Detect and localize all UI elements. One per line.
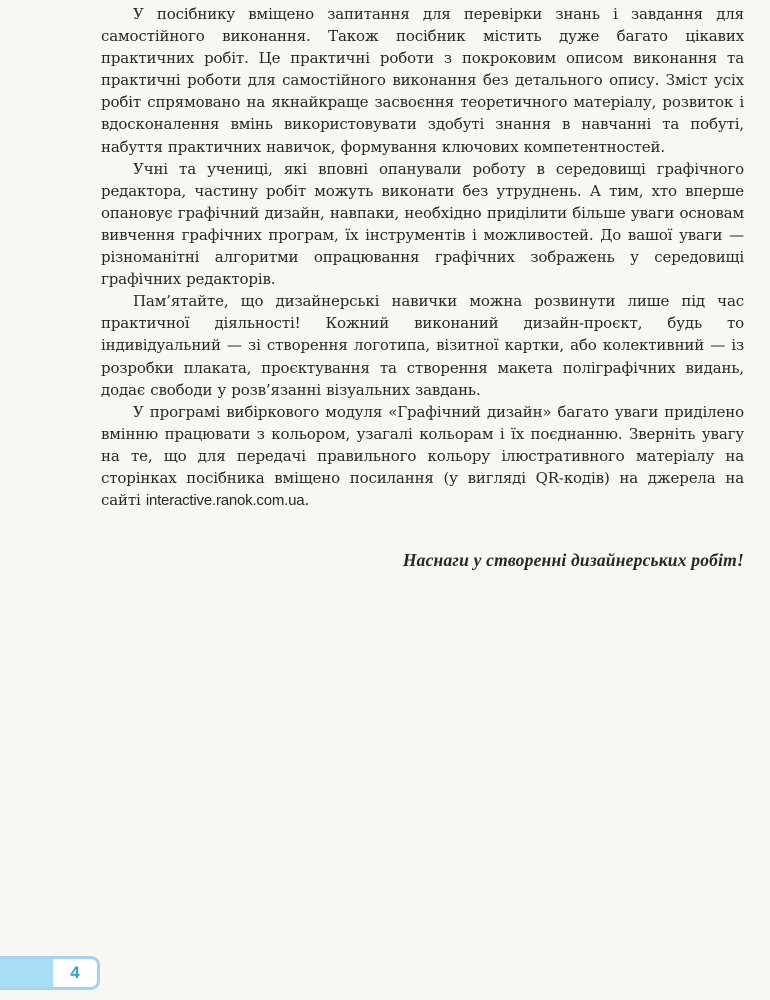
color-paragraph-suffix: . — [304, 491, 310, 510]
closing-wish: Наснаги у створенні дизайнерських робіт! — [402, 550, 744, 570]
page-tab-decoration — [0, 959, 53, 987]
intro-paragraph: У посібнику вміщено запитання для перевірки знань і завдання для самостійного виконання. Також посібник містить дуже багато цікавих практичних робіт. Це практичні роботи з покроковим описом виконання та практичні роботи для самостійного виконання без детального опису. Зміст усіх робіт спрямовано на якнайкраще засвоєння теоретичного матеріалу, розвиток і вдосконалення вмінь використовувати здобуті знання в навчанні та побуті, набуття практичних навичок, формування ключових компетентностей. — [101, 5, 744, 156]
students-paragraph: Учні та учениці, які вповні опанували роботу в середовищі графічного редактора, частину робіт можуть виконати без утруднень. А тим, хто вперше опановує графічний дизайн, навпаки, необхідно приділити більше уваги основам вивчення графічних програм, їх інструментів і можливостей. До вашої уваги — різноманітні алгоритми опрацювання графічних зображень у середовищі графічних редакторів. — [101, 159, 744, 289]
practice-paragraph: Пам’ятайте, що дизайнерські навички можна розвинути лише під час практичної діяльності! Кожний виконаний дизайн-проєкт, будь то індивідуальний — зі створення логотипа, візитної картки, або колективний — із розробки плаката, проєктування та створення макета поліграфічних видань, додає свободи у розв’язанні візуальних завдань. — [101, 292, 744, 399]
color-paragraph-text: У програмі вибіркового модуля «Графічний дизайн» багато уваги приділено вмінню працювати з кольором, узагалі кольорам і їх поєднанню. Зверніть увагу на те, що для передачі правильного кольору ілюстративного матеріалу на сторінках посібника вміщено посилання (у вигляді QR-кодів) на джерела на сайті — [101, 402, 744, 510]
page-number-tab — [0, 956, 100, 990]
page-number-box — [53, 959, 97, 987]
color-paragraph — [101, 401, 744, 512]
page-body — [101, 3, 744, 512]
website-link[interactable]: interactive.ranok.com.ua — [145, 492, 305, 510]
page-number: 4 — [70, 963, 80, 982]
